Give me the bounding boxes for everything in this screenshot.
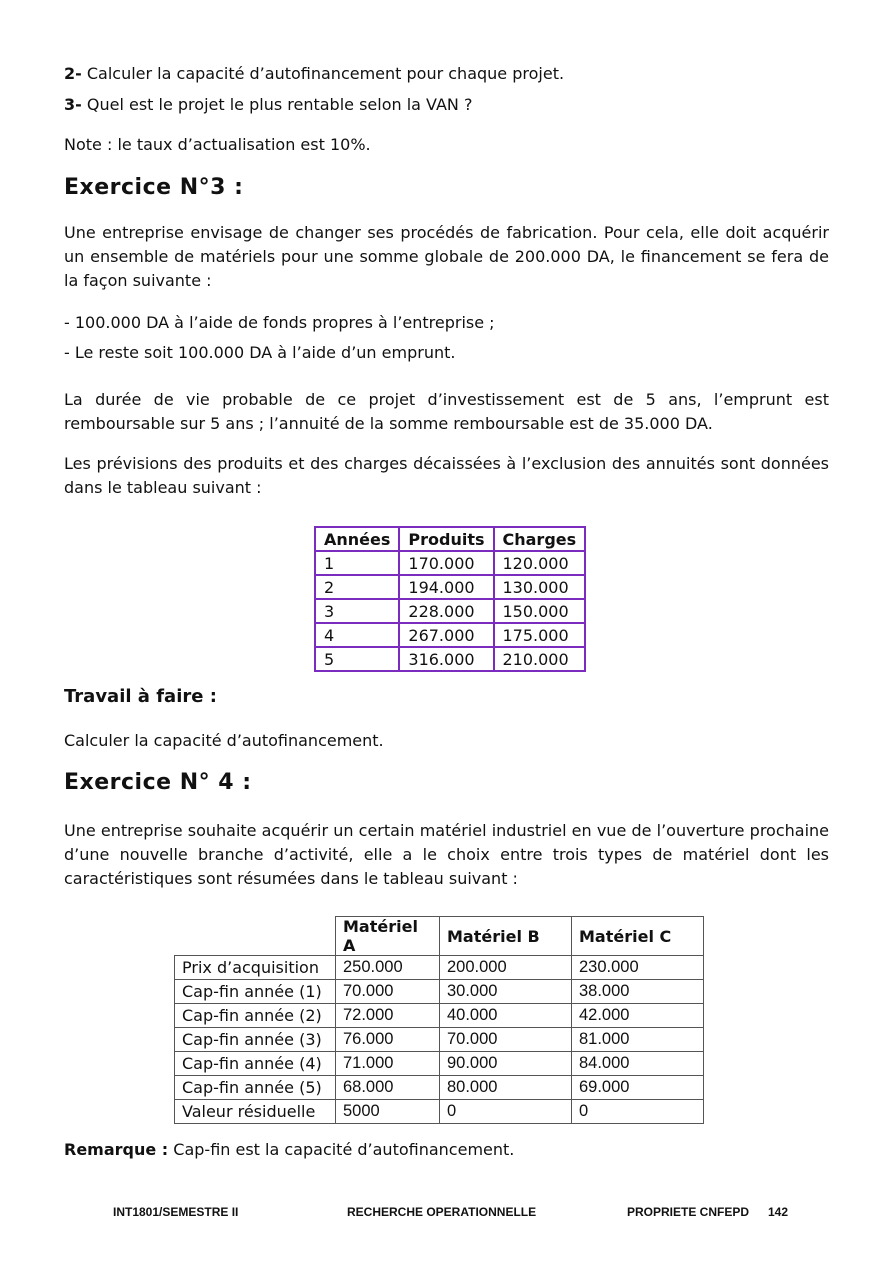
remark (64, 1139, 514, 1161)
header-cell: Matériel C (572, 917, 704, 956)
table-cell: 76.000 (336, 1028, 440, 1052)
table-cell: 40.000 (440, 1004, 572, 1028)
question-3 (64, 94, 472, 116)
table-header-row (315, 527, 585, 551)
table-row (315, 551, 585, 575)
footer-course-code: INT1801/SEMESTRE II (113, 1205, 239, 1219)
row-label: Cap-fin année (2) (175, 1004, 336, 1028)
question-2-number: 2- (64, 64, 82, 83)
table-cell: 1 (315, 551, 399, 575)
table-cell: 2 (315, 575, 399, 599)
table-cell: 38.000 (572, 980, 704, 1004)
question-3-number: 3- (64, 95, 82, 114)
remark-label: Remarque : (64, 1140, 169, 1159)
table-row (175, 1100, 704, 1124)
exercise-4-paragraph: Une entreprise souhaite acquérir un certain matériel industriel en vue de l’ouverture prochaine d’une nouvelle branche d’activité, elle a le choix entre trois types de matériel dont les caractéristiques sont résumées dans le tableau suivant : (64, 821, 829, 888)
table-cell: 267.000 (399, 623, 493, 647)
exercise-3-paragraph-2: La durée de vie probable de ce projet d’investissement est de 5 ans, l’emprunt est remboursable sur 5 ans ; l’annuité de la somme remboursable est de 35.000 DA. (64, 390, 829, 433)
row-label: Cap-fin année (5) (175, 1076, 336, 1100)
exercise-3-paragraph-3: Les prévisions des produits et des charges décaissées à l’exclusion des annuités sont données dans le tableau suivant : (64, 454, 829, 497)
table-cell: 230.000 (572, 956, 704, 980)
work-to-do-text: Calculer la capacité d’autofinancement. (64, 731, 384, 750)
exercise-4-title: Exercice N° 4 : (64, 770, 252, 795)
table-cell: 170.000 (399, 551, 493, 575)
table-row (175, 1028, 704, 1052)
table-cell: 70.000 (336, 980, 440, 1004)
question-2-text: Calculer la capacité d’autofinancement pour chaque projet. (81, 64, 565, 83)
table-cell: 68.000 (336, 1076, 440, 1100)
table-cell: 210.000 (494, 647, 586, 671)
row-label: Valeur résiduelle (175, 1100, 336, 1124)
exercise-3-title: Exercice N°3 : (64, 175, 244, 200)
header-cell: Matériel A (336, 917, 440, 956)
table-cell: 84.000 (572, 1052, 704, 1076)
table-row (175, 1052, 704, 1076)
products-charges-table (314, 526, 586, 672)
header-cell: Années (315, 527, 399, 551)
table-row (175, 980, 704, 1004)
financing-item-1: - 100.000 DA à l’aide de fonds propres à l’entreprise ; (64, 313, 495, 332)
table-row (175, 956, 704, 980)
table-cell: 5 (315, 647, 399, 671)
table-header-row (175, 917, 704, 956)
table-cell: 228.000 (399, 599, 493, 623)
table-cell: 120.000 (494, 551, 586, 575)
table-cell: 0 (440, 1100, 572, 1124)
exercise-3-paragraph-1: Une entreprise envisage de changer ses procédés de fabrication. Pour cela, elle doit acquérir un ensemble de matériels pour une somme globale de 200.000 DA, le financement se fera de la façon suivante : (64, 223, 829, 290)
table-cell: 0 (572, 1100, 704, 1124)
remark-text: Cap-fin est la capacité d’autofinancement. (168, 1140, 515, 1159)
table-cell: 69.000 (572, 1076, 704, 1100)
footer-owner: PROPRIETE CNFEPD (627, 1205, 750, 1219)
table-row (175, 1076, 704, 1100)
table-cell: 42.000 (572, 1004, 704, 1028)
question-3-text: Quel est le projet le plus rentable selon la VAN ? (81, 95, 473, 114)
table-cell: 200.000 (440, 956, 572, 980)
table-cell: 81.000 (572, 1028, 704, 1052)
table-cell: 316.000 (399, 647, 493, 671)
table-cell: 130.000 (494, 575, 586, 599)
table-cell: 5000 (336, 1100, 440, 1124)
table-cell: 30.000 (440, 980, 572, 1004)
footer-page-number: 142 (768, 1205, 789, 1219)
table-row (315, 599, 585, 623)
header-cell: Matériel B (440, 917, 572, 956)
table-cell: 90.000 (440, 1052, 572, 1076)
table-row (315, 647, 585, 671)
discount-rate-note: Note : le taux d’actualisation est 10%. (64, 135, 371, 154)
table-cell: 250.000 (336, 956, 440, 980)
header-cell: Produits (399, 527, 493, 551)
table-cell: 175.000 (494, 623, 586, 647)
header-cell: Charges (494, 527, 586, 551)
row-label: Cap-fin année (4) (175, 1052, 336, 1076)
table-cell: 80.000 (440, 1076, 572, 1100)
row-label: Prix d’acquisition (175, 956, 336, 980)
question-2 (64, 63, 564, 85)
table-cell: 3 (315, 599, 399, 623)
table-cell: 150.000 (494, 599, 586, 623)
table-cell: 194.000 (399, 575, 493, 599)
table-cell: 72.000 (336, 1004, 440, 1028)
table-cell: 71.000 (336, 1052, 440, 1076)
table-cell: 4 (315, 623, 399, 647)
table-row (175, 1004, 704, 1028)
equipment-comparison-table (174, 916, 704, 1124)
work-to-do-title: Travail à faire : (64, 686, 217, 707)
row-label: Cap-fin année (3) (175, 1028, 336, 1052)
table-cell: 70.000 (440, 1028, 572, 1052)
row-label: Cap-fin année (1) (175, 980, 336, 1004)
empty-corner-cell (175, 917, 336, 956)
table-row (315, 575, 585, 599)
table-row (315, 623, 585, 647)
financing-item-2: - Le reste soit 100.000 DA à l’aide d’un emprunt. (64, 343, 456, 362)
footer-course-title: RECHERCHE OPERATIONNELLE (347, 1205, 537, 1219)
